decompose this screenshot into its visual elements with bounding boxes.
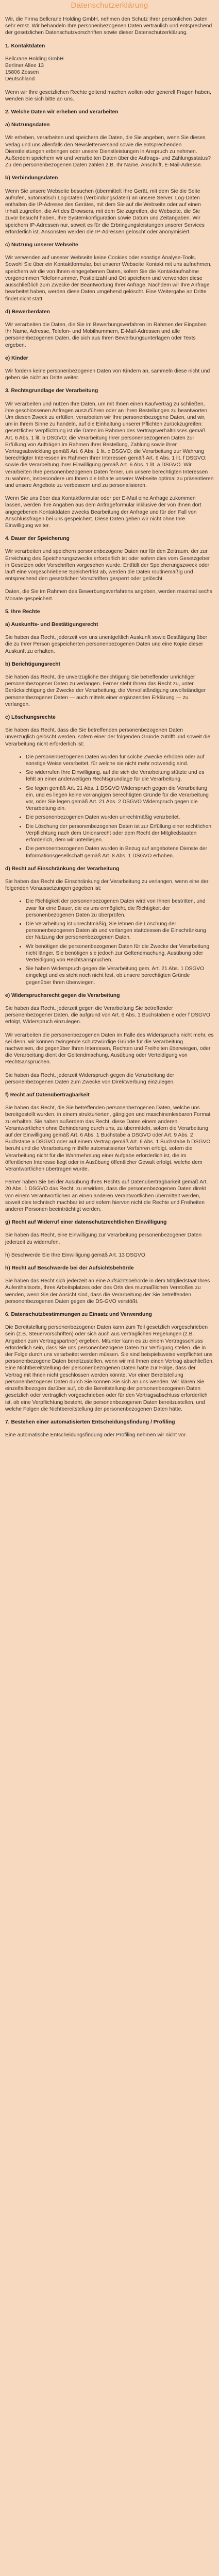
right-withdraw-consent-text-1: Sie haben das Recht, eine Einwilligung zur Verarbeitung personenbezogener Daten jederzeit zu widerrufen. [5, 1232, 202, 1245]
section-contact-title: 1. Kontaktdaten [5, 43, 45, 49]
retention-paragraph-1: Wir verarbeiten und speichern personenbezogene Daten nur für den Zeitraum, der zur Erreichung des Speicherungszwecks erforderlich ist oder sofern dies vom Gesetzgeber in Gesetzen oder Vorschriften vorgesehen wurde. Entfällt der Speicherungszweck oder läuft eine vorgeschriebene Speicherfrist ab, werden die Daten routinemäßig und entsprechend den gesetzlichen Vorschriften gesperrt oder gelöscht. [5, 549, 210, 582]
list-item: • Die Richtigkeit der personenbezogenen Daten wird von Ihnen bestritten, und zwar für eine Dauer, die es uns ermöglicht, die Richtigkeit der personenbezogenen Daten zu überprüfen. [26, 898, 214, 919]
section-automated-decisions-title: 7. Bestehen einer automatisierten Entscheidungsfindung / Profiling [5, 1419, 175, 1425]
section-retention-title: 4. Dauer der Speicherung [5, 536, 70, 542]
list-item: • Die personenbezogenen Daten wurden in Bezug auf angebotene Dienste der Informationsgesellschaft gemäß Art. 8 Abs. 1 DSGVO erhoben. [26, 845, 214, 859]
subsection-connection-title: b) Verbindungsdaten [5, 175, 58, 181]
provision-of-data-text: Die Bereitstellung personenbezogener Daten kann zum Teil gesetzlich vorgeschrieben sein (z.B. Steuervorschriften) oder sich auch aus vertraglichen Regelungen (z.B. Angaben zum Vertragspartner) ergeben. Mitunter kann es zu einem Vertragsschluss erforderlich sein, dass Sie uns personenbezogene Daten zur Verfügung stellen, die in der Folge durch uns verarbeitet werden müssen. Sie sind beispielsweise verpflichtet uns personenbezogene Daten bereitzustellen, wenn wir mit Ihnen einen Vertrag abschließen. Eine Nichtbereitstellung der personenbezogenen Daten hätte zur Folge, dass der Vertrag mit Ihnen nicht geschlossen werden könnte. Vor einer Bereitstellung personenbezogener Daten durch Sie können Sie sich an uns wenden. Wir klären Sie einzelfallbezogen darüber auf, ob die Bereitstellung der personenbezogenen Daten gesetzlich oder vertraglich vorgeschrieben oder für den Vertragsabschluss erforderlich ist, ob eine Verpflichtung besteht, die personenbezogenen Daten bereitzustellen, und welche Folgen die Nichtbereitstellung der personenbezogenen Daten hätte. [5, 1325, 214, 1412]
address-company: Bellcrane Holding GmbH [5, 56, 64, 62]
right-portability-text-1: Sie haben das Recht, die Sie betreffenden personenbezogenen Daten, welche uns bereitgestellt wurden, in einem strukturierten, gängigen und maschinenlesbaren Format zu erhalten. Sie haben außerdem das Recht, diese Daten einem anderen Verantwortlichen ohne Behinderung durch uns, zu übermitteln, sofern die Verarbeitung auf der Einwilligung gemäß Art. 6 Abs. 1 Buchstabe a DSGVO oder Art. 9 Abs. 2 Buchstabe a DSGVO oder auf einem Vertrag gemäß Art. 6 Abs. 1 Buchstabe b DSGVO beruht und die Verarbeitung mithilfe automatisierter Verfahren erfolgt, sofern die Verarbeitung nicht für die Wahrnehmung einer Aufgabe erforderlich ist, die im öffentlichen Interesse liegt oder in Ausübung öffentlicher Gewalt erfolgt, welche dem Verantwortlichen übertragen wurde. [5, 1105, 211, 1173]
right-restriction-text: Sie haben das Recht die Einschränkung der Verarbeitung zu verlangen, wenn eine der folgenden Voraussetzungen gegeben ist: [5, 878, 209, 892]
right-access-title: a) Auskunfts- und Bestätigungsrecht [5, 622, 98, 628]
right-objection-text-3: Sie haben das Recht, jederzeit Widerspruch gegen die Verarbeitung der personenbezogenen Daten zum Zwecke von Direktwerbung einzulegen. [5, 1072, 175, 1085]
list-item: • Sie haben Widerspruch gegen die Verarbeitung gem. Art. 21 Abs. 1 DSGVO eingelegt und es steht noch nicht fest, ob unsere berechtigten Gründe gegenüber Ihren überwiegen. [26, 965, 214, 986]
address-country: Deutschland [5, 76, 35, 82]
subsection-applicants-text: Wir verarbeiten die Daten, die Sie im Bewerbungsverfahren im Rahmen der Eingaben Ihr Name, Adresse, Telefon- und Mobilnummern, E-Mail-Adressen und alle personenbezogenen Daten, die sich aus Ihren Bewerbungsunterlagen oder Texts ergeben. [5, 321, 207, 348]
section-contact [5, 43, 214, 103]
address-city: 15806 Zossen [5, 70, 39, 76]
restriction-conditions-list [5, 898, 214, 986]
section-provision-of-data [5, 1311, 214, 1413]
section-rights [5, 608, 214, 1305]
right-objection-text-1: Sie haben das Recht, jederzeit gegen die Verarbeitung Sie betreffender personenbezogener Daten, die aufgrund von Art. 6 Abs. 1 Buchstaben e oder f DSGVO erfolgt, Widerspruch einzulegen. [5, 1005, 210, 1025]
list-item: • Die Löschung der personenbezogenen Daten ist zur Erfüllung einer rechtlichen Verpflichtung nach dem Unionsrecht oder dem Recht der Mitgliedstaaten erforderlich, dem wir unterliegen. [26, 823, 214, 844]
legal-basis-paragraph-1: Wir verarbeiten und nutzen Ihre Daten, um mit Ihnen einen Kaufvertrag zu schließen, ihre geschlossenen Anfragen auszuführen oder an Ihren Bestellungen zu beantworten. Um diesen Zweck zu erfüllen, verarbeiten wir Ihre personenbezogene Daten, und wir, um in Ihrem Sinne zu handeln, auf die Einhaltung unserer Pflichten zurückzugreifen: gesetzlicher Verpflichtung ist die Daten im Rahmen des Vertragsverhältnisses gemäß Art. 6 Abs. 1 lit. b DSGVO; die Verarbeitung Ihrer personenbezogenen Daten zur Erfüllung von Aufträgen im Rahmen Ihrer Bestellung, Zahlung sowie ihrer Vertragsabwicklung gemäß Art. 6 Abs. 1 lit. c DSGVO; die Verarbeitung zur Wahrung berechtigter Interessen im Rahmen Ihrer Interessen gemäß Art. 6 Abs. 1 lit. f DSGVO; sowie die Verarbeitung Ihrer Einwilligung gemäß Art. 6 Abs. 1 lit. a DSGVO. Wir verarbeiten Ihre personenbezogenen Daten ferner, um unsere berechtigten Interessen zu wahren, insbesondere um Ihnen die Inhalte unserer Webseite optimal zu präsentieren und unsere Angebote zu verbessern und zu personalisieren. [5, 401, 214, 488]
section-legal-basis [5, 387, 214, 529]
right-restriction-title: d) Recht auf Einschränkung der Verarbeitung [5, 866, 120, 872]
right-portability-text-2: Ferner haben Sie bei der Ausübung Ihres Rechts auf Datenübertragbarkeit gemäß Art. 20 Abs. 1 DSGVO das Recht, zu erwirken, dass die personenbezogenen Daten direkt von einem Verantwortlichen an einen anderen Verantwortlichen übermittelt werden, soweit dies technisch machbar ist und sofern hiervon nicht die Rechte und Freiheiten anderer Personen beeinträchtigt werden. [5, 1179, 208, 1213]
subsection-children-title: e) Kinder [5, 355, 28, 361]
subsection-usage-title: a) Nutzungsdaten [5, 122, 50, 128]
list-item: • Die Verarbeitung ist unrechtmäßig, Sie lehnen die Löschung der personenbezogenen Daten ab und verlangen stattdessen die Einschränkung der Nutzung der personenbezogenen Daten. [26, 921, 214, 941]
contact-address [5, 56, 214, 83]
section-rights-title: 5. Ihre Rechte [5, 608, 40, 615]
retention-paragraph-2: Daten, die Sie im Rahmen des Bewerbungsverfahrens angeben, werden maximal sechs Monate gespeichert. [5, 589, 212, 602]
contact-paragraph: Wenn wir Ihre gesetzlichen Rechte geltend machen wollen oder generell Fragen haben, wenden Sie sich bitte an uns. [5, 89, 211, 102]
right-withdraw-consent-title: g) Recht auf Widerruf einer datenschutzrechtlichen Einwilligung [5, 1219, 167, 1226]
list-item: • Die personenbezogenen Daten wurden für solche Zwecke erhoben oder auf sonstige Weise verarbeitet, für welche sie nicht mehr notwendig sind. [26, 754, 214, 767]
address-street: Berliner Allee 13 [5, 63, 44, 69]
subsection-applicants-title: d) Bewerberdaten [5, 309, 50, 315]
section-provision-of-data-title: 6. Datenschutzbestimmungen zu Einsatz und Verwendung [5, 1312, 152, 1318]
right-erasure-title: c) Löschungsrechte [5, 715, 56, 721]
privacy-page [0, 1, 219, 1457]
subsection-children-text: Wir fordern keine personenbezogenen Daten von Kindern an, sammeln diese nicht und geben sie nicht an Dritte weiter. [5, 368, 210, 381]
subsection-connection-text: Wenn Sie unsere Webseite besuchen (übermittelt Ihre Gerät, mit dem Sie die Seite aufrufen, automatisch Log-Daten (Verbindungsdaten) an unsere Server. Log-Daten enthalten die IP-Adresse des Gerätes, mit dem Sie auf die Webseite oder auf einen Inhalt zugreifen, die Art des Browsers, mit dem Sie zugreifen, die Webseite, die Sie zuvor besucht haben, Ihre Systemkonfiguration sowie Datum und Zeitangaben. Wir speichern IP-Adressen nur, soweit es für die Erbringungsleistungen unserer Services erforderlich ist. Ansonsten werden die IP-Adressen gelöscht oder anonymisiert. [5, 188, 205, 235]
erasure-reasons-list [5, 754, 214, 859]
section-legal-basis-title: 3. Rechtsgrundlage der Verarbeitung [5, 388, 98, 394]
subsection-usage-text: Wir erheben, verarbeiten und speichern die Daten, die Sie angeben, wenn Sie dieses Verlag und uns allenfalls den Newsletterversand sowie die entsprechenden Dienstleistungen erbringen oder unsere Dienstleistungen in Anspruch zu nehmen. Außerdem speichern wir und verarbeiten Daten über die Auftrags- und Zahlungsstatus? Zu den personenbezogenen Daten zählen z.B. Ihr Name, Anschrift, E-Mail-Adresse. [5, 135, 211, 168]
section-automated-decisions [5, 1419, 214, 1438]
right-erasure-text: Sie haben das Recht, dass die Sie betreffenden personenbezogenen Daten unverzüglich gelöscht werden, sofern einer der folgenden Gründe zutrifft und soweit die Verarbeitung nicht erforderlich ist: [5, 727, 211, 747]
right-objection-text-2: Wir verarbeiten die personenbezogenen Daten im Falle des Widerspruchs nicht mehr, es sei denn, wir können zwingende schutzwürdige Gründe für die Verarbeitung nachweisen, die gegenüber Ihren Interessen, Rechten und Freiheiten überwiegen, oder die Verarbeitung dient der Geltendmachung, Ausübung oder Verteidigung von Rechtsansprüchen. [5, 1032, 214, 1065]
list-item: • Die personenbezogenen Daten wurden unrechtmäßig verarbeitet. [26, 814, 214, 821]
list-item: • Sie widerrufen Ihre Einwilligung, auf die sich die Verarbeitung stützte und es fehlt an einer anderweitigen Rechtsgrundlage für die Verarbeitung. [26, 769, 214, 783]
list-item: • Sie legen gemäß Art. 21 Abs. 1 DSGVO Widerspruch gegen die Verarbeitung ein, und es liegen keine vorrangigen berechtigten Gründe für die Verarbeitung vor, oder Sie legen gemäß Art. 21 Abs. 2 DSGVO Widerspruch gegen die Verarbeitung ein. [26, 785, 214, 812]
right-rectification-title: b) Berichtigungsrecht [5, 661, 60, 667]
right-complaint-title: h) Recht auf Beschwerde bei der Aufsichtsbehörde [5, 1265, 134, 1272]
right-rectification-text: Sie haben das Recht, die unverzügliche Berichtigung Sie betreffender unrichtiger personenbezogener Daten zu verlangen. Ferner steht Ihnen das Recht zu, unter Berücksichtigung der Zwecke der Verarbeitung, die Vervollständigung unvollständiger personenbezogener Daten — auch mittels einer ergänzenden Erklärung — zu verlangen. [5, 674, 206, 707]
right-complaint-text: Sie haben das Recht sich jederzeit an eine Aufsichtsbehörde in dem Mitgliedstaat Ihres Aufenthaltsorts, Ihres Arbeitsplatzes oder des Orts des mutmaßlichen Verstoßes zu wenden, wenn Sie der Ansicht sind, dass die Verarbeitung der Sie betreffenden personenbezogenen Daten gegen die DS-GVO verstößt. [5, 1278, 210, 1304]
section-data-collected-title: 2. Welche Daten wir erheben und verarbeiten [5, 109, 119, 115]
subsection-website-title: c) Nutzung unserer Webseite [5, 242, 78, 248]
right-access-text: Sie haben das Recht, jederzeit von uns unentgeltlich Auskunft sowie Bestätigung über die zu Ihrer Person gespeicherten personenbezogenen Daten und eine Kopie dieser Auskunft zu erhalten. [5, 635, 208, 654]
right-portability-title: f) Recht auf Datenübertragbarkeit [5, 1092, 90, 1098]
section-data-collected [5, 109, 214, 381]
legal-basis-paragraph-2: Wenn Sie uns über das Kontaktformular oder per E-Mail eine Anfrage zukommen lassen, werden Ihre Angaben aus dem Anfrageformular inklusive der von Ihnen dort angegebenen Kontaktdaten zwecks Bearbeitung der Anfrage und für den Fall von Anschlussfragen bei uns gespeichert. Diese Daten geben wir nicht ohne Ihre Einwilligung weiter. [5, 496, 201, 529]
right-objection-title: e) Widerspruchsrecht gegen die Verarbeitung [5, 992, 120, 998]
right-withdraw-consent-text-2: h) Beschwerde Sie Ihre Einwilligung gemäß Art. 13 DSGVO [5, 1252, 145, 1258]
page-title: Datenschutzerklärung [71, 1, 148, 10]
section-retention [5, 535, 214, 602]
intro-paragraph: Wir, die Firma Bellcrane Holding GmbH, nehmen den Schutz Ihrer persönlichen Daten sehr ernst. Wir behandeln Ihre personenbezogenen Daten vertraulich und entsprechend der gesetzlichen Datenschutzvorschriften sowie dieser Datenschutzerklärung. [5, 16, 212, 36]
list-item: • Wir benötigen die personenbezogenen Daten für die Zwecke der Verarbeitung nicht länger, Sie benötigen sie jedoch zur Geltendmachung, Ausübung oder Verteidigung von Rechtsansprüchen. [26, 943, 214, 964]
subsection-website-text: Wir verwenden auf unserer Webseite keine Cookies oder sonstige Analyse-Tools. Sowohl Sie über ein Kontaktformular, bei unserer Webseite Kontakt mit uns aufnehmen, speichern wir die von Ihnen eingegebenen Daten, sofern Sie die Kontaktaufnahme vorgenommen Telefonnummer, Postleitzahl und Ort speichern und verwenden diese ausschließlich zum Zwecke der Beantwortung Ihrer Anfrage. Nachdem wir Ihre Anfrage bearbeitet haben, werden diese Daten umgehend gelöscht. Eine Weitergabe an Dritte findet nicht statt. [5, 255, 212, 302]
automated-decisions-text: Eine automatische Entscheidungsfindung oder Profiling nehmen wir nicht vor. [5, 1432, 187, 1438]
